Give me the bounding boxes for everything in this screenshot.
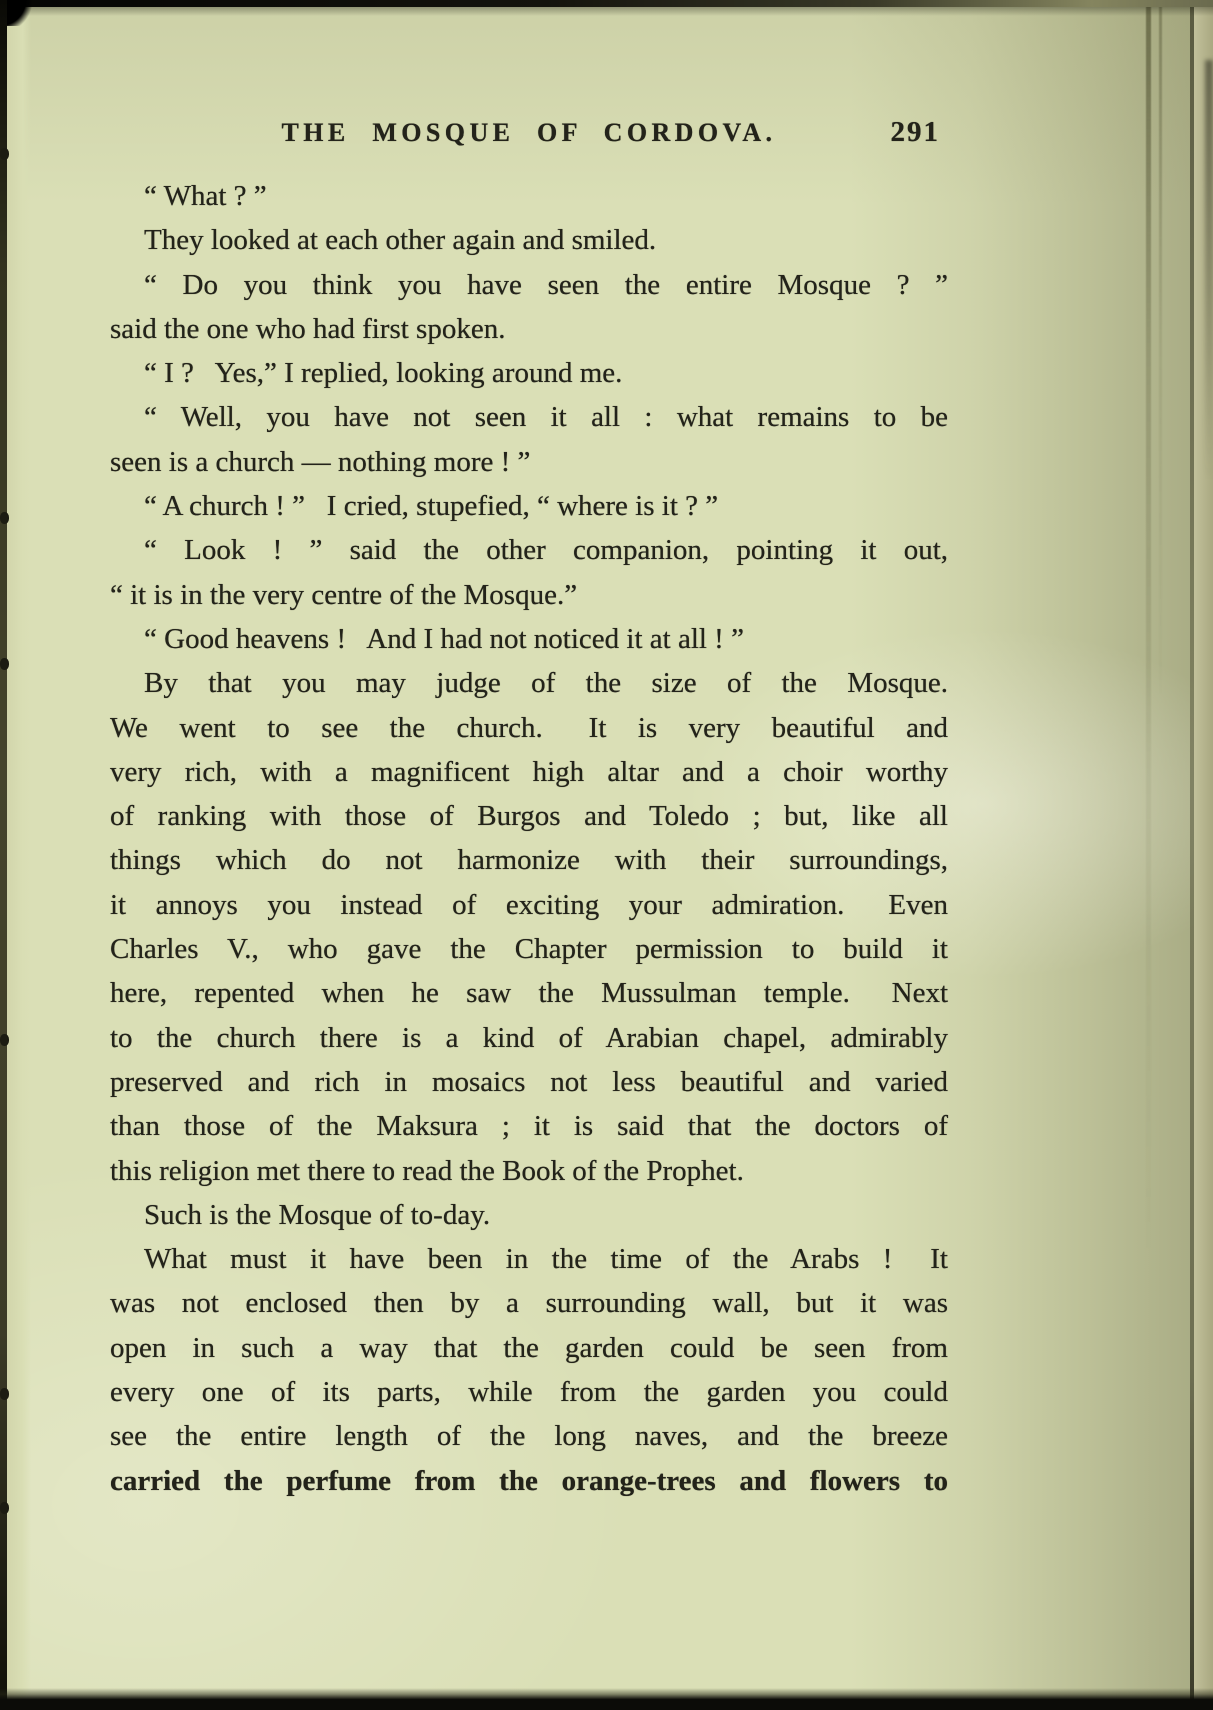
text-line: carried the perfume from the orange-trees and flowers to: [110, 1464, 948, 1497]
text-line: things which do not harmonize with their surroundings,: [110, 844, 948, 877]
page-crease-line-secondary: [1159, 0, 1162, 700]
text-line: seen is a church — nothing more ! ”: [110, 445, 531, 478]
text-line: Such is the Mosque of to-day.: [144, 1198, 491, 1231]
scan-edge-bottom: [0, 1688, 1213, 1710]
text-line: “ Well, you have not seen it all : what remains to be: [144, 401, 948, 434]
text-line: “ A church ! ” I cried, stupefied, “ where is it ? ”: [144, 490, 719, 523]
page-crease-line: [1146, 0, 1151, 1260]
page-edge-mark: [0, 1034, 9, 1046]
text-line: every one of its parts, while from the garden you could: [110, 1376, 948, 1409]
text-line: see the entire length of the long naves, and the breeze: [110, 1420, 948, 1453]
text-line: than those of the Maksura ; it is said that the doctors of: [110, 1110, 948, 1143]
text-line: “ I ? Yes,” I replied, looking around me.: [144, 357, 623, 390]
page-right-edge-shadow: [1205, 60, 1213, 480]
text-line: this religion met there to read the Book of the Prophet.: [110, 1154, 744, 1187]
text-line: said the one who had first spoken.: [110, 312, 506, 345]
text-line: open in such a way that the garden could be seen from: [110, 1331, 948, 1364]
text-line: very rich, with a magnificent high altar and a choir worthy: [110, 755, 948, 788]
page-right-edge-line: [1190, 0, 1194, 1710]
page-edge-mark: [0, 1502, 9, 1514]
text-line: They looked at each other again and smiled.: [144, 224, 657, 257]
text-line: We went to see the church. It is very beautiful and: [110, 711, 948, 744]
text-line: preserved and rich in mosaics not less beautiful and varied: [110, 1065, 948, 1098]
scan-edge-top-shadow: [0, 7, 1213, 16]
text-block: [110, 174, 948, 1503]
scan-edge-left: [0, 0, 7, 1710]
page-header: [110, 118, 948, 160]
text-line: “ Look ! ” said the other companion, pointing it out,: [144, 534, 948, 567]
running-title: THE MOSQUE OF CORDOVA.: [281, 118, 777, 147]
text-line: it annoys you instead of exciting your admiration. Even: [110, 888, 948, 921]
page-number: 291: [890, 116, 940, 148]
page-edge-mark: [0, 512, 9, 524]
page-edge-mark: [0, 658, 9, 670]
text-line: to the church there is a kind of Arabian chapel, admirably: [110, 1021, 948, 1054]
text-line: of ranking with those of Burgos and Toledo ; but, like all: [110, 800, 948, 833]
text-line: “ Good heavens ! And I had not noticed it at all ! ”: [144, 622, 744, 655]
text-line: By that you may judge of the size of the Mosque.: [144, 667, 948, 700]
page-edge-mark: [0, 1388, 9, 1400]
text-line: What must it have been in the time of the Arabs ! It: [144, 1243, 948, 1276]
text-line: “ it is in the very centre of the Mosque.”: [110, 578, 578, 611]
text-line: was not enclosed then by a surrounding wall, but it was: [110, 1287, 948, 1320]
page-left-paper-strip: [7, 0, 31, 1710]
text-line: “ Do you think you have seen the entire Mosque ? ”: [144, 268, 948, 301]
scan-edge-top: [0, 0, 1213, 7]
text-line: “ What ? ”: [144, 180, 267, 212]
page-edge-mark: [0, 148, 9, 160]
text-line: Charles V., who gave the Chapter permission to build it: [110, 933, 948, 966]
text-line: here, repented when he saw the Mussulman temple. Next: [110, 977, 948, 1010]
